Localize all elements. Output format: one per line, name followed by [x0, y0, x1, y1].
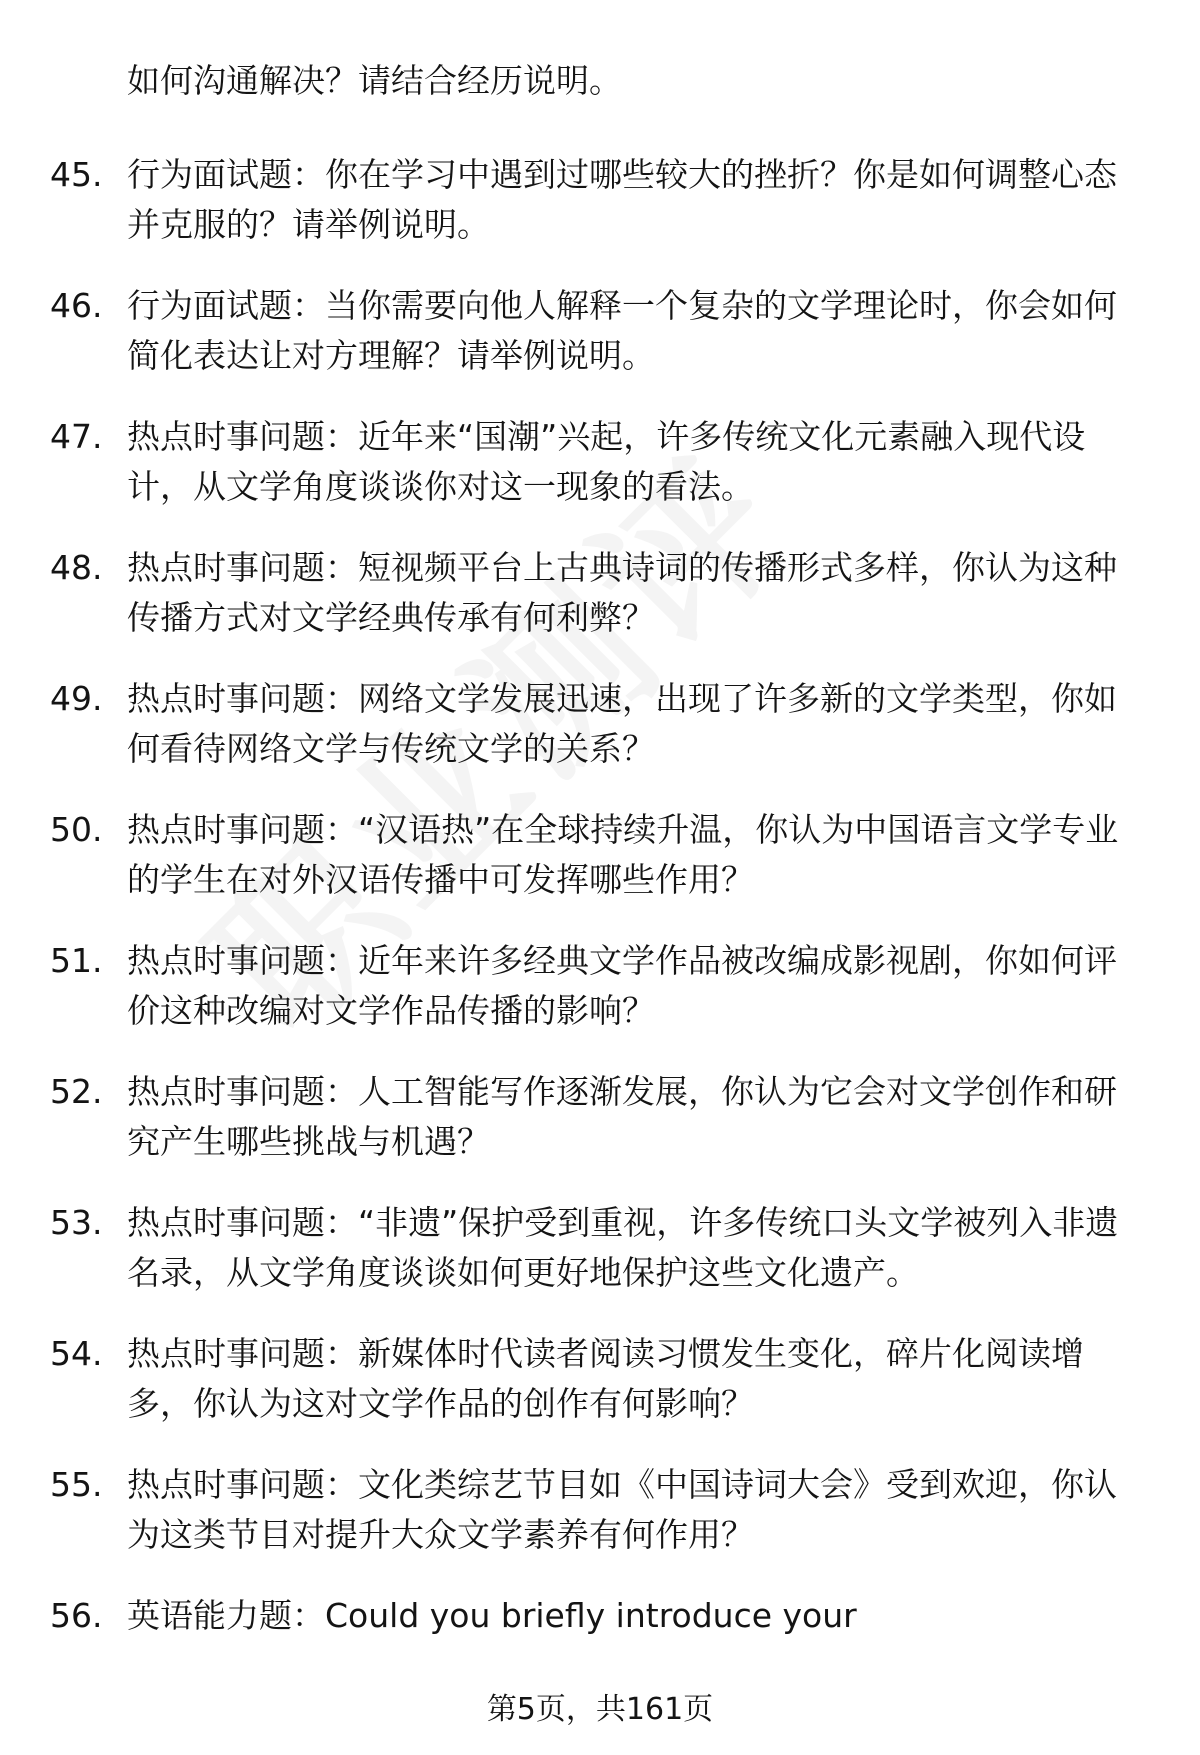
question-text: 行为面试题：当你需要向他人解释一个复杂的文学理论时，你会如何简化表达让对方理解？请举例说明。 — [127, 286, 1117, 375]
question-text: 热点时事问题：短视频平台上古典诗词的传播形式多样，你认为这种传播方式对文学经典传承有何利弊？ — [127, 548, 1117, 637]
question-number: 51. — [50, 941, 103, 980]
question-number: 54. — [50, 1334, 103, 1373]
question-item-47 — [0, 412, 1200, 543]
question-number: 45. — [50, 155, 103, 194]
question-text: 热点时事问题：人工智能写作逐渐发展，你认为它会对文学创作和研究产生哪些挑战与机遇？ — [127, 1072, 1117, 1161]
question-text: 热点时事问题：“非遗”保护受到重视，许多传统口头文学被列入非遗名录，从文学角度谈谈如何更好地保护这些文化遗产。 — [127, 1203, 1119, 1292]
question-item-46 — [0, 281, 1200, 412]
question-number: 53. — [50, 1203, 103, 1242]
question-number: 50. — [50, 810, 103, 849]
question-item-49 — [0, 674, 1200, 805]
question-item-50 — [0, 805, 1200, 936]
question-item-55 — [0, 1460, 1200, 1591]
question-number: 48. — [50, 548, 103, 587]
continuation-text: 如何沟通解决？请结合经历说明。 — [127, 61, 622, 100]
question-number: 46. — [50, 286, 103, 325]
question-text: 热点时事问题：网络文学发展迅速，出现了许多新的文学类型，你如何看待网络文学与传统文学的关系？ — [127, 679, 1117, 768]
page-footer: 第5页，共161页 — [486, 1692, 714, 1727]
question-number: 55. — [50, 1465, 103, 1504]
question-number: 49. — [50, 679, 103, 718]
question-item-48 — [0, 543, 1200, 674]
question-item-53 — [0, 1198, 1200, 1329]
question-number: 52. — [50, 1072, 103, 1111]
question-text: 热点时事问题：近年来“国潮”兴起，许多传统文化元素融入现代设计，从文学角度谈谈你对这一现象的看法。 — [127, 417, 1086, 506]
question-item-45 — [0, 150, 1200, 281]
question-list — [0, 150, 1200, 1722]
question-item-51 — [0, 936, 1200, 1067]
question-text: 英语能力题：Could you briefly introduce your — [127, 1596, 857, 1635]
question-item-52 — [0, 1067, 1200, 1198]
question-text: 行为面试题：你在学习中遇到过哪些较大的挫折？你是如何调整心态并克服的？请举例说明。 — [127, 155, 1117, 244]
question-text: 热点时事问题：文化类综艺节目如《中国诗词大会》受到欢迎，你认为这类节目对提升大众文学素养有何作用？ — [127, 1465, 1117, 1554]
question-text: 热点时事问题：近年来许多经典文学作品被改编成影视剧，你如何评价这种改编对文学作品传播的影响？ — [127, 941, 1117, 1030]
question-item-54 — [0, 1329, 1200, 1460]
question-number: 47. — [50, 417, 103, 456]
question-text: 热点时事问题：“汉语热”在全球持续升温，你认为中国语言文学专业的学生在对外汉语传播中可发挥哪些作用？ — [127, 810, 1119, 899]
question-number: 56. — [50, 1596, 103, 1635]
question-text: 热点时事问题：新媒体时代读者阅读习惯发生变化，碎片化阅读增多，你认为这对文学作品的创作有何影响？ — [127, 1334, 1084, 1423]
